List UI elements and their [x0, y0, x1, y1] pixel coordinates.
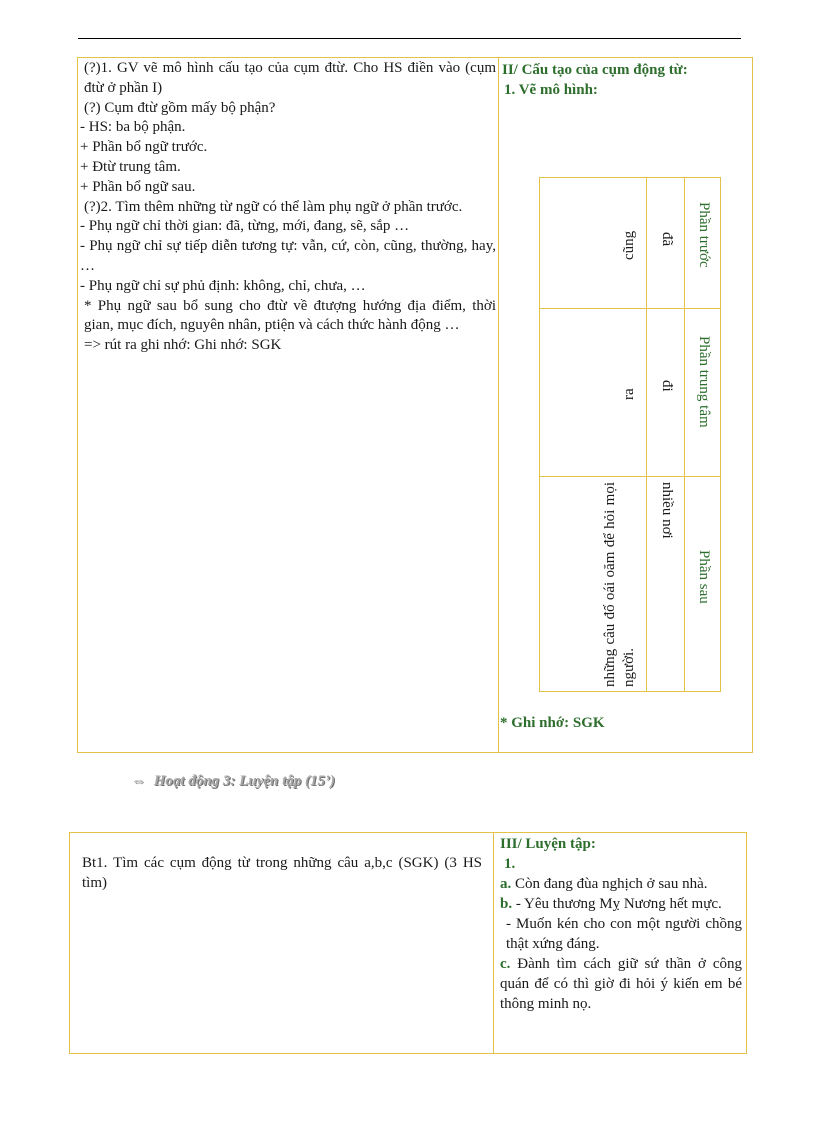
model-cell-da: đã	[659, 232, 675, 247]
part-before: + Phần bổ ngữ trước.	[80, 139, 208, 156]
answer-three-parts: - HS: ba bộ phận.	[80, 119, 186, 136]
answer-b	[496, 894, 742, 914]
exercise-1-prompt: Bt1. Tìm các cụm động từ trong những câu a,b,c (SGK) (3 HS tìm)	[82, 855, 482, 891]
lesson-table-practice	[69, 832, 747, 1054]
answer-c	[496, 954, 742, 1014]
question-parts: (?) Cụm đtừ gồm mấy bộ phận?	[84, 99, 276, 116]
activity-title: Hoạt động 3: Luyện tập (15’)	[153, 773, 335, 789]
column-divider	[498, 58, 499, 752]
section-heading-practice: III/ Luyện tập:	[500, 836, 596, 852]
answer-b-text: - Yêu thương Mỵ Nương hết mực.	[515, 896, 722, 912]
header-rule	[78, 38, 741, 39]
conclusion-line: => rút ra ghi nhớ: Ghi nhớ: SGK	[84, 337, 282, 354]
practice-answers-column	[496, 834, 742, 1014]
modifier-continuation: - Phụ ngữ chỉ sự tiếp diễn tương tự: vẫn, cứ, còn, cũng, thường, hay, …	[80, 238, 496, 274]
model-row-line	[540, 308, 720, 309]
model-header-after: Phần sau	[696, 550, 712, 604]
answer-c-label: c.	[500, 956, 511, 972]
memo-note: * Ghi nhớ: SGK	[500, 715, 605, 731]
modifier-time: - Phụ ngữ chỉ thời gian: đã, từng, mới, đang, sẽ, sắp …	[80, 218, 410, 235]
verb-phrase-model-table	[539, 177, 721, 692]
answer-a	[496, 874, 742, 894]
model-cell-nhieu-noi: nhiều nơi	[659, 482, 675, 539]
exercise-number: 1.	[504, 856, 516, 872]
double-arrow-icon: ⇔	[131, 773, 146, 789]
model-column-line	[646, 178, 647, 691]
section-heading-structure: II/ Cấu tạo của cụm động từ:	[502, 62, 688, 78]
part-center: + Đtừ trung tâm.	[80, 158, 181, 175]
answer-b-second: - Muốn kén cho con một người chồng thật xứng đáng.	[506, 916, 742, 952]
answer-a-text: Còn đang đùa nghịch ở sau nhà.	[515, 876, 708, 892]
model-column-line	[684, 178, 685, 691]
answer-c-text: Đành tìm cách giữ sứ thần ở công quán để có thì giờ đi hỏi ý kiến em bé thông minh nọ.	[500, 956, 742, 1012]
modifier-negation: - Phụ ngữ chỉ sự phủ định: không, chỉ, chưa, …	[80, 277, 366, 294]
part-after: + Phần bổ ngữ sau.	[80, 178, 196, 195]
question-1: (?)1. GV vẽ mô hình cấu tạo của cụm đtừ. Cho HS điền vào (cụm đtừ ở phần I)	[84, 60, 496, 96]
model-header-center: Phần trung tâm	[696, 336, 712, 428]
model-cell-ra: ra	[621, 388, 637, 400]
teacher-activity-column	[80, 59, 496, 356]
model-cell-di: đi	[659, 380, 675, 392]
model-cell-cung: cũng	[621, 230, 637, 260]
model-cell-riddles: những câu đố oái oăm để hỏi mọi người.	[602, 482, 637, 687]
exercise-column	[82, 853, 482, 893]
model-header-before: Phần trước	[696, 202, 712, 268]
answer-a-label: a.	[500, 876, 512, 892]
model-row-line	[540, 476, 720, 477]
modifier-after-note: * Phụ ngữ sau bổ sung cho đtừ về đtượng hướng địa điểm, thời gian, mục đích, nguyên nhân, ptiện và cách thức hành động …	[84, 297, 496, 334]
question-2: (?)2. Tìm thêm những từ ngữ có thể làm phụ ngữ ở phần trước.	[84, 198, 463, 215]
column-divider	[493, 833, 494, 1053]
answer-b-label: b.	[500, 896, 513, 912]
activity-heading	[131, 773, 335, 790]
subheading-draw-model: 1. Vẽ mô hình:	[504, 82, 598, 98]
